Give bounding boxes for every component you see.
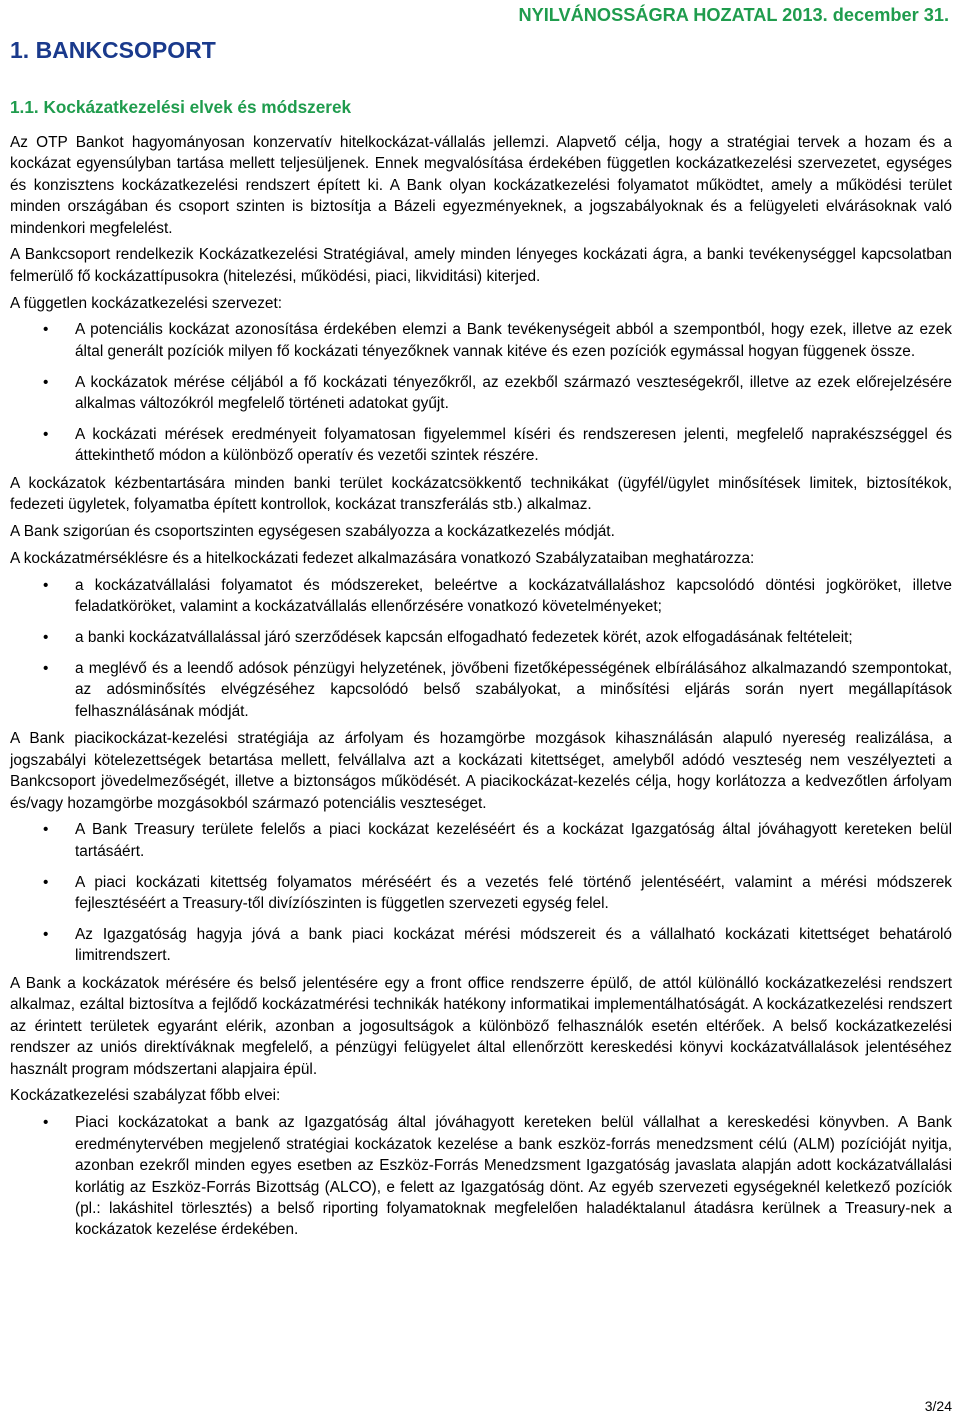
list-item bbox=[10, 319, 952, 362]
page-number: 3/24 bbox=[924, 1398, 952, 1414]
bullet-dot-icon: • bbox=[43, 1114, 49, 1132]
paragraph-risk-system: A Bank a kockázatok mérésére és belső jelentésére egy a front office rendszerre épülő, de attól különálló kockázatkezelési rendszert alkalmaz, ezáltal biztosítva a fejlődő kockázatmérési technikák hatékony informatikai implementálhatóságát. A kockázatkezelési rendszert az érintett területek egyaránt elérik, azonban a jogosultságok a különböző felhasználók esetén eltérőek. A belső kockázatkezelési rendszer az uniós direktíváknak megfelelő, a pénzügyi felügyelet által ellenőrzött kereskedési könyvi kockázatvállalások jelentéséhez használt program módszertani alapjaira épül. bbox=[10, 975, 952, 1078]
list-item bbox=[10, 575, 952, 618]
bullet-dot-icon: • bbox=[43, 629, 49, 647]
list-item-text: a banki kockázatvállalással járó szerződések kapcsán elfogadható fedezetek körét, azok elfogadásának feltételeit; bbox=[75, 629, 853, 647]
paragraph-principles-intro: Kockázatkezelési szabályzat főbb elvei: bbox=[10, 1087, 281, 1105]
list-item bbox=[10, 658, 952, 722]
bullet-dot-icon: • bbox=[43, 373, 49, 391]
bullet-dot-icon: • bbox=[43, 576, 49, 594]
section-heading: 1.1. Kockázatkezelési elvek és módszerek bbox=[10, 97, 352, 117]
paragraph-regulation: A Bank szigorúan és csoportszinten egységesen szabályozza a kockázatkezelés módját. bbox=[10, 523, 615, 541]
bullet-dot-icon: • bbox=[43, 659, 49, 677]
document-header-title: NYILVÁNOSSÁGRA HOZATAL 2013. december 31. bbox=[518, 5, 949, 25]
bullet-list-rules bbox=[10, 575, 952, 722]
bullet-dot-icon: • bbox=[43, 321, 49, 339]
list-item bbox=[10, 819, 952, 862]
list-item bbox=[10, 924, 952, 967]
bullet-dot-icon: • bbox=[43, 925, 49, 943]
paragraph-market-risk: A Bank piacikockázat-kezelési stratégiája az árfolyam és hozamgörbe mozgások kihasználásán alapuló nyereség realizálása, a jogszabályi kötelezettségek betartása mellett, felvállalva azt a kockázati kitettséget, amelyből adódó veszteség nem veszélyezteti a Bankcsoport jövedelmezőségét, illetve a biztonságos működését. A piacikockázat-kezelés célja, hogy korlátozza a kedvezőtlen árfolyam és/vagy hozamgörbe mozgásokból származó potenciális veszteséget. bbox=[10, 730, 952, 812]
list-item bbox=[10, 872, 952, 915]
paragraph-strategy: A Bankcsoport rendelkezik Kockázatkezelési Stratégiával, amely minden lényeges kockázati ágra, a banki tevékenységgel kapcsolatban felmerülő fő kockázattípusokra (hitelezési, működési, piaci, likviditási) kiterjed. bbox=[10, 246, 952, 285]
list-item bbox=[10, 627, 952, 648]
chapter-heading: 1. BANKCSOPORT bbox=[10, 37, 216, 63]
paragraph-rules-intro: A kockázatmérséklésre és a hitelkockázati fedezet alkalmazására vonatkozó Szabályzataiban meghatározza: bbox=[10, 550, 755, 568]
list-item-text: A kockázati mérések eredményeit folyamatosan figyelemmel kíséri és rendszeresen jelenti, megfelelő naprakészséggel és áttekinthető módon a különböző operatív és vezetői szintek részére. bbox=[75, 425, 952, 465]
list-item-text: A potenciális kockázat azonosítása érdekében elemzi a Bank tevékenységeit abból a szempontból, hogy ezek, illetve az ezek által generált pozíciók milyen fő kockázati tényezőknek vannak kitéve és ezen pozíciók egymással hogyan függenek össze. bbox=[75, 321, 952, 360]
list-item bbox=[10, 1112, 952, 1240]
bullet-dot-icon: • bbox=[43, 821, 49, 839]
bullet-dot-icon: • bbox=[43, 873, 49, 891]
list-item bbox=[10, 424, 952, 467]
list-item-text: Piaci kockázatokat a bank az Igazgatóság által jóváhagyott kereteken belül vállalhat a kereskedési könyvben. A Bank eredménytervében megjelenő stratégiai kockázatok kezelése a bank eszköz-forrás menedzsment célú (ALM) pozícióját nyitja, azonban ezekről minden egyes esetben az Eszköz-Forrás Menedzsment Igazgatóság javaslata alapján adott kockázatvállalási korlátig az Eszköz-Forrás Bizottság (ALCO), e felett az Igazgatóság dönt. Az egyéb szervezeti egységeknél keletkező pozíciók (pl.: lakáshitel törlesztés) a belső riporting folyamatoknak megfelelően haladéktalanul átadásra kerülnek a Treasury-nek a kockázatok kezelése érdekében. bbox=[75, 1114, 952, 1239]
bullet-dot-icon: • bbox=[43, 425, 49, 443]
paragraph-organization-intro: A független kockázatkezelési szervezet: bbox=[10, 294, 283, 312]
list-item-text: A kockázatok mérése céljából a fő kockázati tényezőkről, az ezekből származó veszteségekről, illetve az ezek előrejelzésére alkalmas változókról megfelelő történeti adatokat gyűjt. bbox=[75, 373, 952, 413]
list-item-text: A piaci kockázati kitettség folyamatos méréséért és a vezetés felé történő jelentéséért, valamint a mérési módszerek fejlesztéséért a Treasury-től divízíószinten is független szervezeti egység felel. bbox=[75, 873, 952, 913]
bullet-list-treasury bbox=[10, 819, 952, 966]
list-item-text: a meglévő és a leendő adósok pénzügyi helyzetének, jövőbeni fizetőképességének elbírálásához alkalmazandó szempontokat, az adósminősítés elvégzéséhez kapcsolódó belső szabályokat, a minősítési eljárás során nyert megállapítások felhasználásának módját. bbox=[75, 659, 952, 720]
paragraph-risk-mitigation: A kockázatok kézbentartására minden banki terület kockázatcsökkentő technikákat (ügyfél/ügylet minősítések limitek, biztosítékok, fedezeti ügyletek, folyamatba épített kontrollok, kockázat transzferálás stb.) alkalmaz. bbox=[10, 475, 952, 514]
bullet-list-principles bbox=[10, 1112, 952, 1240]
list-item-text: A Bank Treasury területe felelős a piaci kockázat kezeléséért és a kockázat Igazgatóság által jóváhagyott kereteken belül tartásáért. bbox=[75, 821, 952, 860]
list-item-text: Az Igazgatóság hagyja jóvá a bank piaci kockázat mérési módszereit és a vállalható kockázati kitettséget behatároló limitrendszert. bbox=[75, 925, 952, 965]
list-item-text: a kockázatvállalási folyamatot és módszereket, beleértve a kockázatvállaláshoz kapcsolódó döntési jogköröket, illetve feladatköröket, valamint a kockázatvállalás ellenőrzésére vonatkozó követelményeket; bbox=[75, 576, 952, 616]
paragraph-intro: Az OTP Bankot hagyományosan konzervatív hitelkockázat-vállalás jellemzi. Alapvető célja, hogy a stratégiai tervek a hozam és a kockázat egyensúlyban tartása mellett teljesüljenek. Ennek megvalósítása érdekében független kockázatkezelési szervezetet, egységes és konzisztens kockázatkezelési rendszert épített ki. A Bank olyan kockázatkezelési folyamatot működtet, amely a működési terület minden országában és csoport szinten is biztosítja a Bázeli egyezményeknek, a jogszabályoknak és a felügyeleti elvárásoknak való mindenkori megfelelést. bbox=[10, 134, 952, 237]
bullet-list-organization bbox=[10, 319, 952, 466]
list-item bbox=[10, 372, 952, 415]
document-body bbox=[10, 132, 952, 1250]
